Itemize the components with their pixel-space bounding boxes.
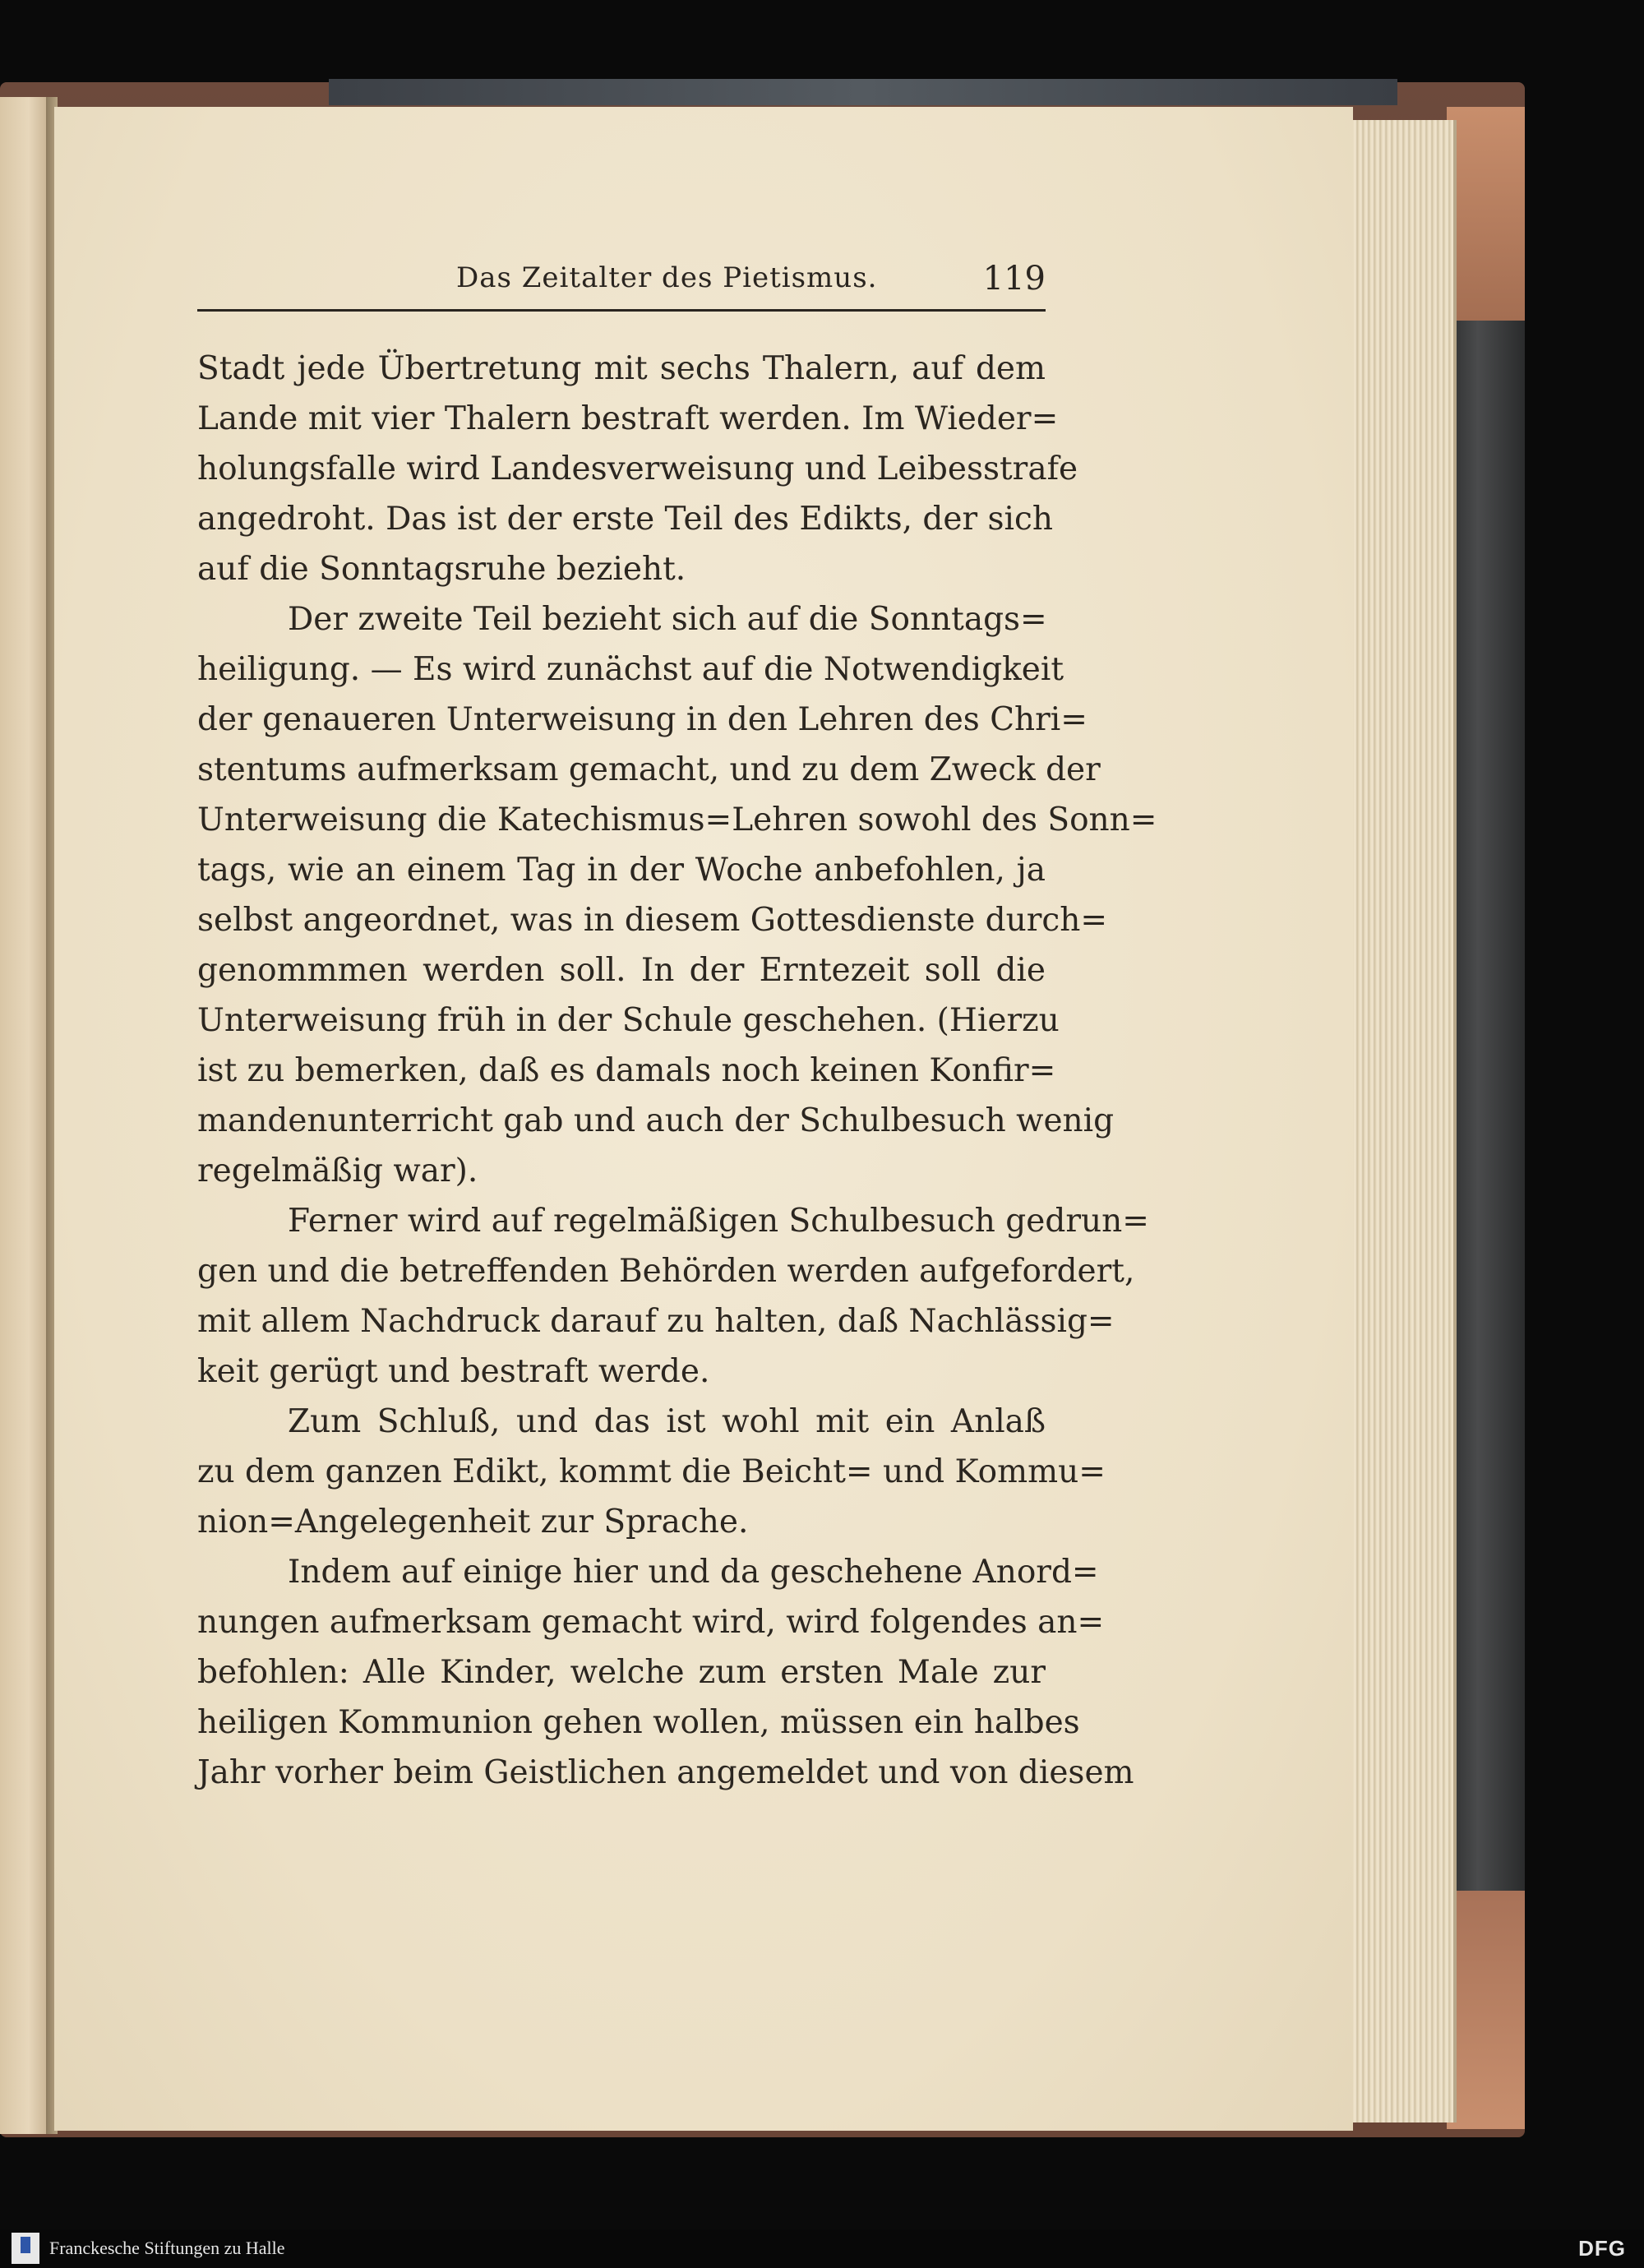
text-line: heiligung. — Es wird zunächst auf die Notwendigkeit <box>197 651 1064 688</box>
text-line: ist zu bemerken, daß es damals noch keinen Konfir= <box>197 1052 1056 1089</box>
text-line: stentums aufmerksam gemacht, und zu dem Zweck der <box>197 751 1101 788</box>
text-line: selbst angeordnet, was in diesem Gottesdienste durch= <box>197 902 1108 939</box>
page-number: 119 <box>982 260 1046 298</box>
institution-name: Franckesche Stiftungen zu Halle <box>49 2238 285 2258</box>
cover-top-edge <box>329 79 1397 105</box>
cover-corner-top <box>1447 107 1525 321</box>
dfg-label: DFG <box>1578 2236 1626 2261</box>
text-line: nion=Angelegenheit zur Sprache. <box>197 1504 749 1540</box>
text-line: keit gerügt und bestraft werde. <box>197 1353 710 1390</box>
left-page-edge <box>0 97 48 2134</box>
page-stack-edges <box>1353 120 1457 2122</box>
text-line: genommmen werden soll. In der Erntezeit soll die <box>197 952 1046 989</box>
running-head-title: Das Zeitalter des Pietismus. <box>456 261 878 294</box>
text-line: Zum Schluß, und das ist wohl mit ein Anlaß <box>288 1403 1046 1440</box>
text-line: regelmäßig war). <box>197 1152 478 1189</box>
text-line: befohlen: Alle Kinder, welche zum ersten Male zur <box>197 1654 1046 1691</box>
text-line: tags, wie an einem Tag in der Woche anbefohlen, ja <box>197 852 1046 889</box>
running-head <box>197 260 1046 312</box>
text-line: Unterweisung die Katechismus=Lehren sowohl des Sonn= <box>197 801 1157 838</box>
text-line: nungen aufmerksam gemacht wird, wird folgendes an= <box>197 1604 1105 1641</box>
cover-spine-edge <box>1447 107 1525 2129</box>
text-line: holungsfalle wird Landesverweisung und Leibesstrafe <box>197 450 1078 487</box>
body-text <box>197 344 1157 1798</box>
text-line: Jahr vorher beim Geistlichen angemeldet und von diesem <box>197 1754 1134 1791</box>
text-line: Der zweite Teil bezieht sich auf die Sonntags= <box>288 601 1047 638</box>
text-line: Unterweisung früh in der Schule geschehen. (Hierzu <box>197 1002 1060 1039</box>
cover-corner-bottom <box>1447 1891 1525 2129</box>
text-line: angedroht. Das ist der erste Teil des Edikts, der sich <box>197 501 1053 538</box>
text-line: gen und die betreffenden Behörden werden aufgefordert, <box>197 1253 1135 1290</box>
text-line: zu dem ganzen Edikt, kommt die Beicht= und Kommu= <box>197 1453 1106 1490</box>
text-line: Stadt jede Übertretung mit sechs Thalern, auf dem <box>197 350 1046 387</box>
text-line: Lande mit vier Thalern bestraft werden. Im Wieder= <box>197 400 1059 437</box>
text-line: mandenunterricht gab und auch der Schulbesuch wenig <box>197 1102 1115 1139</box>
text-line: auf die Sonntagsruhe bezieht. <box>197 551 686 588</box>
text-line: Indem auf einige hier und da geschehene Anord= <box>288 1554 1099 1591</box>
text-line: der genaueren Unterweisung in den Lehren des Chri= <box>197 701 1088 738</box>
text-line: heiligen Kommunion gehen wollen, müssen ein halbes <box>197 1704 1080 1741</box>
text-line: Ferner wird auf regelmäßigen Schulbesuch gedrun= <box>288 1203 1149 1240</box>
text-line: mit allem Nachdruck darauf zu halten, daß Nachlässig= <box>197 1303 1115 1340</box>
institution-logo-icon <box>12 2233 39 2264</box>
